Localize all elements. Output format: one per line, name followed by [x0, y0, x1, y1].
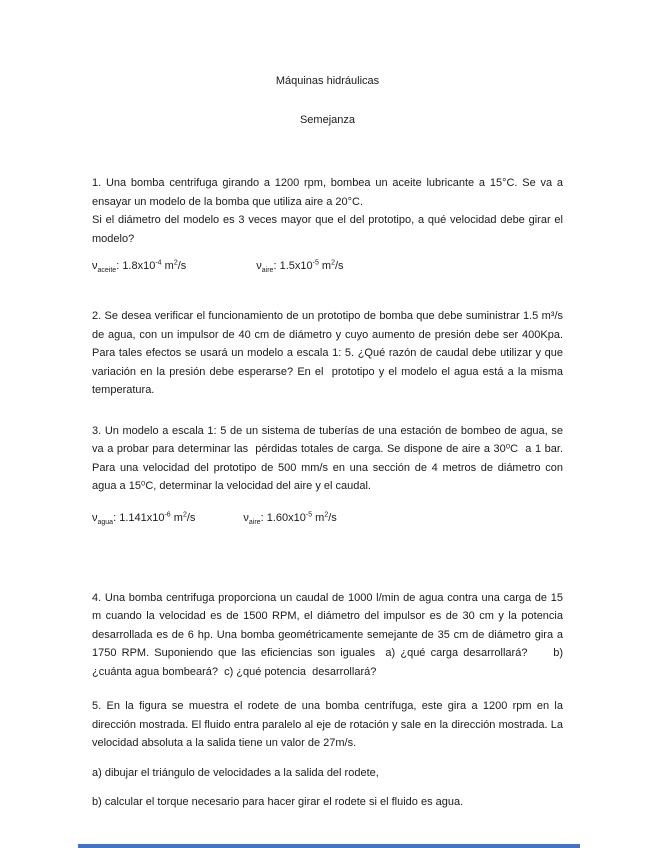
problem-1-viscosities	[92, 257, 563, 275]
value-separator: :	[113, 511, 120, 524]
problem-4	[92, 589, 563, 682]
viscosity-water-formula	[92, 509, 195, 527]
unit-base: m	[318, 260, 332, 272]
nu-symbol: ν	[243, 511, 249, 524]
problem-5-text: 5. En la figura se muestra el rodete de una bomba centrífuga, este gira a 1200 rpm en la dirección mostrada. El fluido entra paralelo al eje de rotación y sale en la dirección mostrada. La velocidad absoluta a la salida tiene un valor de 27m/s.	[92, 700, 563, 749]
unit-base: m	[312, 511, 325, 524]
nu-symbol: ν	[256, 260, 262, 272]
viscosity-air-formula	[243, 509, 336, 527]
value-separator: :	[260, 511, 267, 524]
page-title: Máquinas hidráulicas	[275, 75, 380, 87]
value-exponent: -4	[155, 259, 162, 267]
value-mantissa: 1.60x10	[266, 511, 306, 524]
unit-exponent: 2	[324, 510, 329, 518]
nu-symbol: ν	[92, 511, 98, 524]
viscosity-oil-formula	[92, 257, 186, 275]
problem-2	[92, 307, 563, 400]
problem-3-viscosities	[92, 509, 563, 527]
problem-5	[92, 697, 563, 812]
value-separator: :	[273, 260, 280, 272]
nu-subscript: aire	[248, 518, 261, 526]
nu-symbol: ν	[92, 260, 98, 272]
footer-accent-bar	[78, 844, 580, 848]
page-subtitle: Semejanza	[299, 113, 356, 126]
value-mantissa: 1.141x10	[119, 511, 165, 524]
problem-5-item-b: b) calcular el torque necesario para hacer girar el rodete si el fluido es agua.	[92, 796, 464, 808]
value-separator: :	[116, 260, 123, 272]
unit-exponent: 2	[182, 510, 187, 518]
nu-subscript: aceite	[97, 267, 117, 275]
unit-base: m	[170, 511, 183, 524]
value-exponent: -6	[164, 510, 171, 518]
unit-exponent: 2	[173, 259, 178, 267]
unit-per: /s	[186, 511, 196, 524]
unit-exponent: 2	[331, 259, 335, 267]
unit-per: /s	[335, 260, 344, 272]
value-exponent: -5	[305, 510, 313, 518]
value-exponent: -5	[312, 259, 319, 267]
nu-subscript: agua	[97, 518, 114, 526]
viscosity-air-formula	[256, 257, 343, 275]
problem-1-question: Si el diámetro del modelo es 3 veces mayor que el del prototipo, a qué velocidad debe girar el modelo?	[92, 214, 563, 245]
value-mantissa: 1.8x10	[122, 260, 156, 272]
problem-1-text: 1. Una bomba centrifuga girando a 1200 rpm, bombea un aceite lubricante a 15°C. Se va a ensayar un modelo de la bomba que utiliza aire a 20°C.	[92, 177, 563, 208]
problem-1	[92, 174, 563, 275]
problem-2-text: 2. Se desea verificar el funcionamiento de un prototipo de bomba que debe suministrar 1.5 m³/s de agua, con un impulsor de 40 cm de diámetro y cuyo aumento de presión debe ser 400Kpa. Para tales efectos se usará un modelo a escala 1: 5. ¿Qué razón de caudal debe utilizar y que variación en la presión debe esperarse? En el prototipo y el modelo el agua está a la misma temperatura.	[92, 310, 563, 396]
problem-3	[92, 422, 563, 527]
value-mantissa: 1.5x10	[279, 260, 313, 272]
unit-per: /s	[328, 511, 337, 524]
problem-3-text: 3. Un modelo a escala 1: 5 de un sistema de tuberías de una estación de bombeo de agua, se va a probar para determinar las pérdidas totales de carga. Se dispone de aire a 30⁰C a 1 bar. Para una velocidad del prototipo de 500 mm/s en una sección de 4 metros de diámetro con agua a 15⁰C, determinar la velocidad del aire y el caudal.	[92, 424, 563, 492]
nu-subscript: aire	[261, 267, 274, 275]
problem-5-item-a: a) dibujar el triángulo de velocidades a la salida del rodete,	[92, 766, 379, 779]
problem-4-text: 4. Una bomba centrifuga proporciona un caudal de 1000 l/min de agua contra una carga de 15 m cuando la velocidad es de 1500 RPM, el diámetro del impulsor es de 30 cm y la potencia desarrollada es de 6 hp. Una bomba geométricamente semejante de 35 cm de diámetro gira a 1750 RPM. Suponiendo que las eficiencias son iguales a) ¿qué carga desarrollará? b) ¿cuánta agua bombeará? c) ¿qué potencia desarrollará?	[92, 591, 563, 678]
unit-base: m	[161, 260, 174, 272]
unit-per: /s	[177, 260, 187, 272]
